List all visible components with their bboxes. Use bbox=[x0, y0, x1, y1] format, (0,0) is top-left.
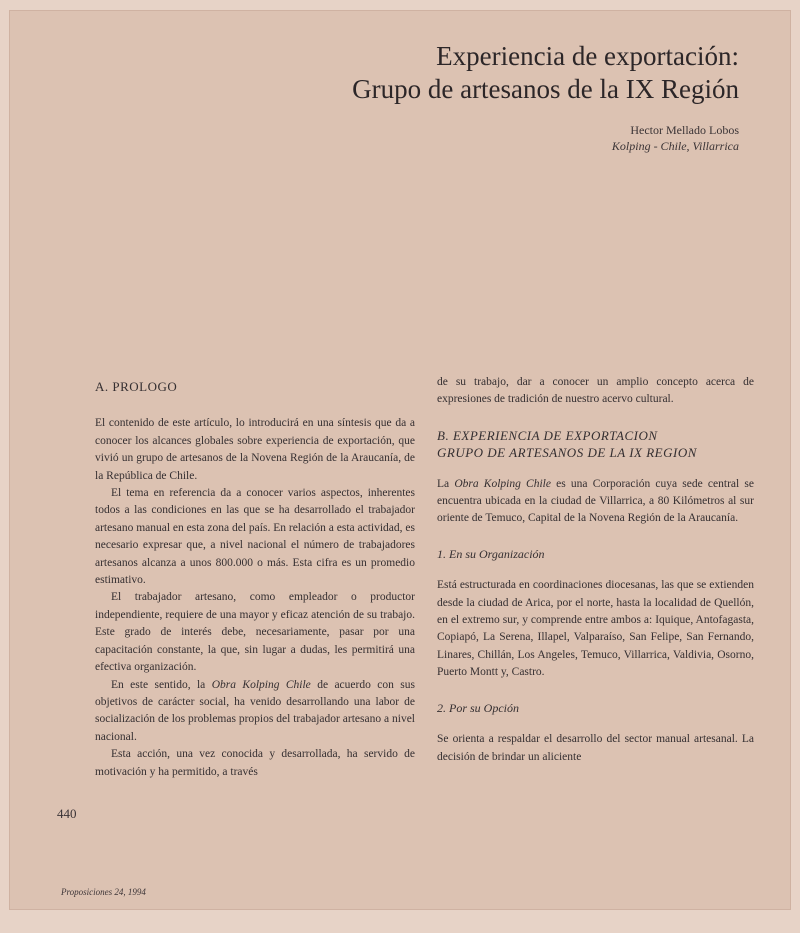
author-block bbox=[612, 122, 739, 154]
article-title bbox=[352, 40, 739, 106]
section-heading-prologo: A. PROLOGO bbox=[95, 379, 178, 394]
left-column bbox=[95, 372, 415, 781]
paragraph: de su trabajo, dar a conocer un amplio concepto acerca de expresiones de tradición de nuestro acervo cultural. bbox=[437, 376, 754, 406]
paragraph: Se orienta a respaldar el desarrollo del sector manual artesanal. La decisión de brindar un aliciente bbox=[437, 733, 754, 763]
author-affiliation: Kolping - Chile, Villarrica bbox=[611, 139, 739, 153]
page-number: 440 bbox=[57, 806, 77, 821]
paragraph-text: es una Corporación cuya sede central se encuentra ubicada en la ciudad de Villarrica, a 80 Kilómetros al sur oriente de Temuco, Capital de la Novena Región de la Araucanía. bbox=[437, 477, 754, 525]
heading-line-2: GRUPO DE ARTESANOS DE LA IX REGION bbox=[437, 445, 697, 461]
title-line-1: Experiencia de exportación: bbox=[436, 41, 739, 71]
paragraph-text: de acuerdo con sus objetivos de carácter social, ha venido desarrollando una labor de socialización de los problemas propios del trabajador artesano a nivel nacional. bbox=[95, 678, 415, 743]
paragraph: Está estructurada en coordinaciones diocesanas, las que se extienden desde la ciudad de Arica, por el norte, hasta la localidad de Quellón, en el extremo sur, y comprende entre ambos a: Iquique, Antofagasta, Copiapó, La Serena, Illapel, Valparaíso, San Felipe, San Fernando, Linares, Chillán, Los Angeles, Temuco, Villarrica, Valdivia, Osorno, Puerto Montt y, Castro. bbox=[437, 579, 754, 679]
right-column bbox=[437, 374, 754, 766]
heading-line-1: B. EXPERIENCIA DE EXPORTACION bbox=[437, 427, 658, 443]
section-heading-experiencia bbox=[437, 427, 754, 462]
paragraph: El trabajador artesano, como empleador o productor independiente, requiere de una mayor y eficaz atención de su trabajo. Este grado de interés debe, necesariamente, pasar por una capacitación constante, la que, sin lugar a dudas, les permitirá una efectiva organización. bbox=[95, 591, 415, 674]
organization-name: Obra Kolping Chile bbox=[211, 678, 311, 691]
paragraph: El contenido de este artículo, lo introducirá en una síntesis que da a conocer los alcances globales sobre experiencia de exportación, que vivió un grupo de artesanos de la Novena Región de la Araucanía, de la República de Chile. bbox=[95, 417, 415, 482]
organization-name: Obra Kolping Chile bbox=[454, 477, 551, 490]
paragraph: Esta acción, una vez conocida y desarrollada, ha servido de motivación y ha permitido, a través bbox=[95, 748, 415, 778]
journal-footer: Proposiciones 24, 1994 bbox=[61, 887, 146, 897]
subheading-organizacion: 1. En su Organización bbox=[437, 546, 545, 561]
author-name: Hector Mellado Lobos bbox=[630, 123, 739, 137]
paragraph bbox=[437, 476, 754, 528]
paragraph-text: En este sentido, la bbox=[111, 678, 212, 691]
document-page bbox=[9, 10, 791, 910]
paragraph: El tema en referencia da a conocer varios aspectos, inherentes todos a las condiciones en las que se ha desarrollado el trabajador artesano manual en esta zona del país. En relación a esta actividad, es necesario expresar que, a nivel nacional el número de trabajadores artesanos alcanza a unos 800.000 o más. Esta cifra es un promedio estimativo. bbox=[95, 487, 415, 587]
subheading-opcion: 2. Por su Opción bbox=[437, 700, 519, 715]
paragraph-text: La bbox=[437, 477, 455, 490]
paragraph bbox=[95, 677, 415, 747]
title-line-2: Grupo de artesanos de la IX Región bbox=[352, 74, 739, 104]
